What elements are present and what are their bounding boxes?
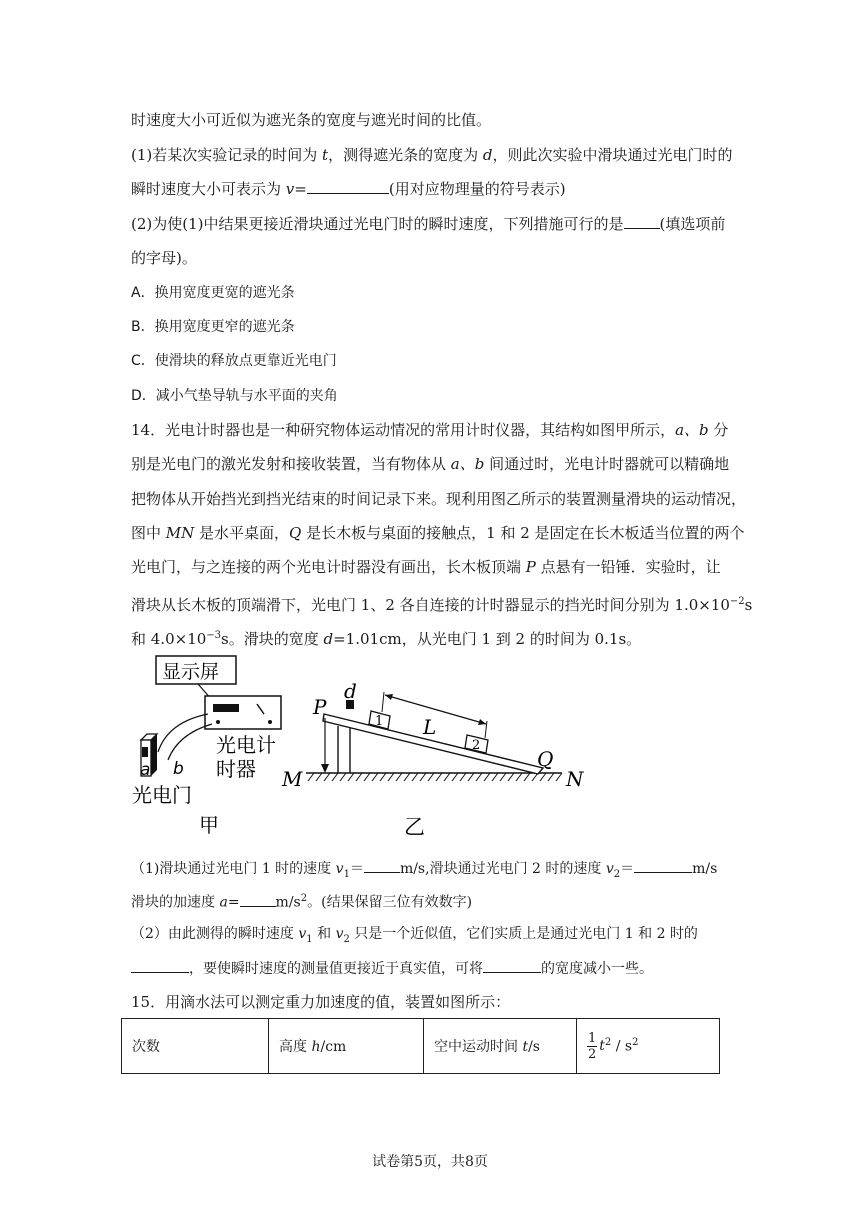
apparatus-figure: [128, 652, 588, 842]
answer-blank[interactable]: [364, 858, 400, 873]
answer-blank[interactable]: [307, 179, 389, 194]
gate-a-label: a: [140, 760, 151, 780]
gate-b-label: b: [173, 759, 184, 779]
figure-yi: [281, 679, 585, 839]
timer-label-1: 光电计: [216, 733, 276, 757]
option-d: D．减小气垫导轨与水平面的夹角: [131, 388, 338, 404]
point-M-label: M: [282, 767, 303, 791]
timer-knob: [268, 720, 272, 724]
q14-line6: 滑块从长木板的顶端滑下，光电门 1、2 各自连接的计时器显示的挡光时间分别为 $1.0\times 10^{-2}s$: [131, 596, 753, 614]
timer-box: [205, 696, 281, 729]
gate-1-label: 1: [375, 714, 384, 729]
distance-L-arrowhead: [478, 719, 486, 725]
q13-part2-line2: 的字母)。: [131, 249, 197, 267]
q14-sub1-line1: （1)滑块通过光电门 1 时的速度 $v_1= m/s$,滑块通过光电门 2 时的速度 $v_2= m/s$: [131, 858, 717, 885]
timer-display: [213, 704, 239, 712]
distance-L-arrowhead: [385, 694, 393, 700]
plumb-bob: [321, 764, 329, 773]
answer-blank[interactable]: [131, 958, 189, 973]
point-P-label: P: [313, 695, 327, 719]
display-screen-label: 显示屏: [162, 661, 220, 683]
q14-line1: 14．光电计时器也是一种研究物体运动情况的常用计时仪器，其结构如图甲所示，a、b 分: [131, 421, 729, 439]
q13-part1-line2: 瞬时速度大小可表示为 v= (用对应物理量的符号表示): [131, 180, 566, 198]
header-count: 次数: [122, 1019, 269, 1074]
q15-title: 15．用滴水法可以测定重力加速度的值，装置如图所示：: [131, 993, 511, 1011]
gate-label: 光电门: [132, 783, 192, 807]
answer-blank[interactable]: [240, 892, 276, 907]
q14-line2: 别是光电门的激光发射和接收装置，当有物体从 a、b 间通过时，光电计时器就可以精确地: [131, 455, 730, 473]
figure-jia: [132, 656, 281, 837]
header-time: 空中运动时间 t/s: [424, 1019, 577, 1074]
q14-sub2-line2: ，要使瞬时速度的测量值更接近于真实值，可将 的宽度减小一些。: [131, 958, 653, 979]
intro-text: 时速度大小可近似为遮光条的宽度与遮光时间的比值。: [131, 111, 492, 129]
gate-emitter: [142, 747, 148, 757]
header-height: 高度 h/cm: [269, 1019, 424, 1074]
option-c: C．使滑块的释放点更靠近光电门: [131, 353, 337, 369]
q14-line4: 图中 MN 是水平桌面，Q 是长木板与桌面的接触点，1 和 2 是固定在长木板适当位置的两个: [131, 524, 745, 542]
answer-blank[interactable]: [483, 958, 541, 973]
timer-label-2: 时器: [216, 757, 256, 781]
page-footer: 试卷第5页，共8页: [372, 1154, 488, 1170]
figure-jia-caption: 甲: [199, 813, 219, 837]
header-half-t-squared: $\frac{1}{2}$ $t^2 / s^2$: [577, 1019, 720, 1074]
answer-blank[interactable]: [624, 214, 660, 229]
point-Q-label: Q: [537, 747, 554, 771]
timer-cable: [158, 714, 208, 752]
data-table: [121, 1018, 720, 1074]
distance-L-tick: [382, 692, 384, 712]
q13-part1-line1: (1)若某次实验记录的时间为 t，测得遮光条的宽度为 d，则此次实验中滑块通过光电门时的: [131, 146, 733, 164]
table-hatching: [308, 773, 562, 781]
timer-knob: [216, 720, 220, 724]
gate-block-right: [151, 734, 157, 776]
option-a: A．换用宽度更宽的遮光条: [131, 285, 295, 301]
point-N-label: N: [566, 767, 584, 791]
q14-sub2-line1: （2）由此测得的瞬时速度 $v_1$ 和 $v_2$ 只是一个近似值，它们实质上是通过光电门 1 和 2 时的: [131, 926, 698, 945]
answer-blank[interactable]: [634, 858, 692, 873]
q14-line3: 把物体从开始挡光到挡光结束的时间记录下来。现利用图乙所示的装置测量滑块的运动情况，: [131, 490, 747, 508]
q14-line7: 和 $4.0\times 10^{-3}s$。滑块的宽度 d=1.01cm，从光电门 1 到 2 的时间为 0.1s。: [131, 630, 642, 648]
width-d-label: d: [344, 679, 357, 703]
figure-yi-caption: 乙: [404, 815, 425, 839]
distance-L-label: L: [423, 715, 437, 739]
table-header-row: [122, 1019, 720, 1074]
gate-2-label: 2: [472, 738, 481, 753]
q14-line5: 光电门，与之连接的两个光电计时器没有画出，长木板顶端 P 点悬有一铅锤．实验时，让: [131, 558, 721, 576]
q13-part2-line1: (2)为使(1)中结果更接近滑块通过光电门时的瞬时速度，下列措施可行的是 (填选项前: [131, 215, 726, 233]
option-b: B．换用宽度更窄的遮光条: [131, 319, 295, 335]
q14-sub1-line2: 滑块的加速度 $a= m/s^2$。(结果保留三位有效数字): [131, 893, 473, 911]
